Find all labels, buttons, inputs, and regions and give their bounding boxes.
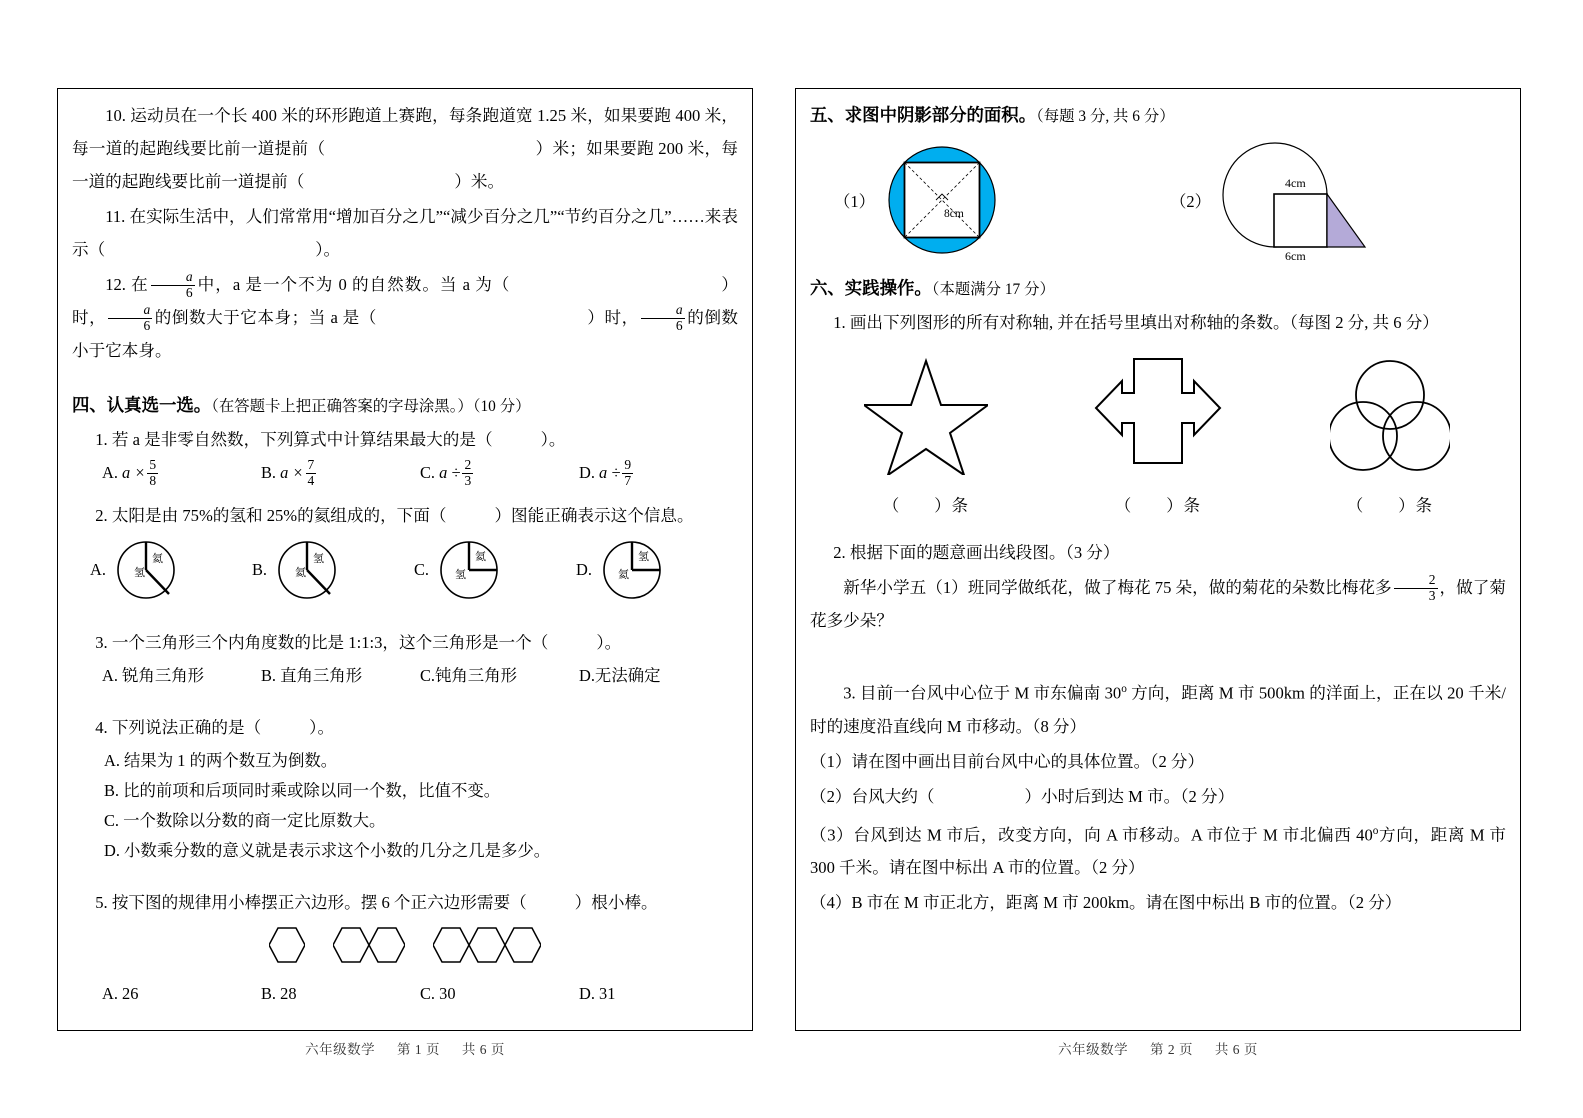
symmetry-caption-3: （ ）条 (1346, 496, 1434, 515)
task-2-body-b: ，做了菊花多少朵？ (810, 578, 1507, 630)
svg-text:氦: 氦 (475, 550, 487, 563)
task-2-body (810, 571, 1506, 637)
section-4-note: （在答题卡上把正确答案的字母涂黑。）（10 分） (211, 398, 531, 415)
hexagon-icon (469, 925, 505, 965)
mc1-stem-a: 1. 若 a 是非零自然数，下列算式中计算结果最大的是（ (95, 430, 493, 449)
mc4-stem-b: ）。 (309, 717, 335, 737)
figure-1-label: （1） (834, 191, 875, 211)
mc5-option-d[interactable]: D. 31 (579, 983, 616, 1003)
task-3-item-1: （1）请在图中画出目前台风中心的具体位置。（2 分） (810, 751, 1205, 771)
hexagon-icon (505, 925, 541, 965)
question-11 (72, 200, 738, 266)
figure-2-dimension-bottom: 6cm (1284, 249, 1306, 262)
shaded-figure-1 (810, 139, 1170, 261)
section-6-note: （本题满分 17 分） (931, 281, 1055, 298)
pie-chart-icon (275, 538, 339, 602)
symmetry-figures (810, 353, 1506, 516)
section-4-title: 四、认真选一选。 (72, 395, 212, 415)
pie-chart-icon (600, 538, 664, 602)
arrow-cross-icon (1094, 353, 1222, 475)
page-left (57, 88, 753, 1031)
footer-subject: 六年级数学 (1058, 1042, 1129, 1057)
mc5-stem-a: 5. 按下图的规律用小棒摆正六边形。摆 6 个正六边形需要（ (95, 892, 527, 912)
mc1-option-d[interactable]: D. a ÷ $\frac{9}{7}$ (579, 457, 632, 489)
mc1-stem-b: ）。 (540, 430, 566, 449)
footer-left (57, 1038, 753, 1058)
task-3-item-2-a: （2）台风大约（ (810, 786, 935, 806)
mc3-options (72, 661, 738, 691)
star-icon (864, 355, 988, 475)
hexagon-pattern (72, 925, 738, 965)
svg-text:氦: 氦 (617, 568, 629, 581)
pie-chart-icon (114, 538, 178, 602)
hexagon-group-2 (333, 925, 405, 965)
page-right (795, 88, 1521, 1031)
mc5-stem-b: ）根小棒。 (574, 892, 658, 912)
mc5-option-c[interactable]: C. 30 (420, 983, 456, 1003)
question-10-text-c: ）米。 (454, 172, 505, 191)
symmetry-caption-1: （ ）条 (882, 496, 970, 515)
question-10 (72, 99, 738, 198)
hexagon-icon (369, 925, 405, 965)
question-12-text-e: ）时， (586, 308, 639, 327)
degree-superscript: o (1372, 824, 1379, 837)
mc4-stem-a: 4. 下列说法正确的是（ (95, 717, 262, 737)
svg-text:氢: 氢 (455, 568, 467, 581)
mc2-option-a[interactable]: A. 氢 氦 (90, 538, 252, 602)
mc2-option-d[interactable]: D. 氦 氢 (576, 538, 738, 602)
circle-square-triangle-figure (1217, 137, 1372, 262)
mc5-option-b[interactable]: B. 28 (261, 983, 297, 1003)
mc5-options (72, 979, 738, 1009)
question-12-text-a: 12. 在 (105, 275, 149, 294)
mc3-option-d[interactable]: D.无法确定 (579, 665, 661, 685)
task-3-item-2 (810, 780, 1506, 813)
section-5-heading (810, 99, 1506, 133)
shaded-figure-2 (1170, 137, 1506, 262)
hexagon-group-3 (433, 925, 541, 965)
figure-2-dimension-top: 4cm (1284, 176, 1306, 190)
mc4-option-d[interactable]: D. 小数乘分数的意义就是表示求这个小数的几分之几是多少。 (104, 840, 551, 860)
circle-with-inscribed-square-figure (881, 139, 1003, 261)
hexagon-icon (333, 925, 369, 965)
task-3-item-3-b: 方向，距离 M 市 300 千米。请在图中标出 A 市的位置。（2 分） (810, 825, 1506, 878)
footer-total-pages: 共 6 页 (461, 1042, 505, 1057)
task-3-item-3 (810, 815, 1506, 885)
task-3-item-2-b: ）小时后到达 M 市。（2 分） (1024, 786, 1235, 806)
mc3-option-a[interactable]: A. 锐角三角形 (102, 665, 204, 685)
pie-chart-icon (437, 538, 501, 602)
question-11-text-a: 11. 在实际生活中，人们常常用“增加百分之几”“减少百分之几”“节约百分之几”……来表示（ (72, 207, 738, 259)
footer-page-number: 第 2 页 (1150, 1042, 1193, 1057)
mc4-option-b[interactable]: B. 比的前项和后项同时乘或除以同一个数，比值不变。 (104, 780, 501, 800)
fraction: $\frac{9}{7}$ (624, 457, 632, 489)
svg-text:氦: 氦 (295, 566, 307, 579)
fraction: $\frac{7}{4}$ (307, 457, 315, 489)
figure-2-label: （2） (1170, 191, 1211, 211)
fraction-a-over-6: $\frac{a}{6}$ (641, 303, 685, 333)
mc2-options (72, 538, 738, 602)
svg-text:氦: 氦 (151, 552, 163, 565)
footer-total-pages: 共 6 页 (1214, 1042, 1258, 1057)
mc-question-3 (72, 626, 738, 659)
fraction: $\frac{2}{3}$ (464, 457, 472, 489)
task-3-stem (810, 673, 1506, 743)
mc-question-4 (72, 711, 738, 744)
mc1-option-a[interactable]: A. a × $\frac{5}{8}$ (102, 457, 157, 489)
mc-question-5 (72, 886, 738, 919)
task-3-item-3-a: （3）台风到达 M 市后，改变方向，向 A 市移动。A 市位于 M 市北偏西 40 (810, 825, 1373, 845)
task-3-stem-b: 方向，距离 M 市 500km 的洋面上，正在以 20 千米/时的速度沿直线向 M 市移动。（8 分） (810, 683, 1507, 736)
mc1-option-b[interactable]: B. a × $\frac{7}{4}$ (261, 457, 315, 489)
question-12-text-f: 的倒数小于它本身。 (72, 308, 739, 360)
task-3-item-4: （4）B 市在 M 市正北方，距离 M 市 200km。请在图中标出 B 市的位置。（2 分） (810, 893, 1402, 913)
question-10-text-a: 10. 运动员在一个长 400 米的环形跑道上赛跑，每条跑道宽 1.25 米，如果要跑 400 米，每一道的起跑线要比前一道提前（ (72, 106, 738, 158)
question-12-text-c: ）时， (72, 275, 739, 327)
mc4-option-c[interactable]: C. 一个数除以分数的商一定比原数大。 (104, 810, 386, 830)
mc1-options (72, 458, 738, 489)
task-2-body-a: 新华小学五（1）班同学做纸花，做了梅花 75 朵，做的菊花的朵数比梅花多 (843, 578, 1392, 597)
mc2-option-b[interactable]: B. 氦 氢 (252, 538, 414, 602)
mc3-option-c[interactable]: C.钝角三角形 (420, 665, 517, 685)
section-5-note: （每题 3 分, 共 6 分） (1036, 108, 1175, 125)
section-4-heading (72, 389, 738, 423)
section-6-heading (810, 272, 1506, 306)
mc2-stem-b: ）图能正确表示这个信息。 (494, 505, 694, 525)
hexagon-icon (269, 925, 305, 965)
task-3-stem-a: 3. 目前一台风中心位于 M 市东偏南 30 (843, 683, 1122, 703)
fraction-2-over-3: $\frac{2}{3}$ (1394, 573, 1438, 603)
symmetry-caption-2: （ ）条 (1114, 496, 1202, 515)
symmetry-figure-star (811, 355, 1041, 516)
three-circles-icon (1330, 353, 1450, 475)
question-11-text-b: ）。 (315, 240, 341, 259)
fraction-a-over-6: $\frac{a}{6}$ (108, 303, 152, 333)
mc2-stem-a: 2. 太阳是由 75%的氢和 25%的氦组成的，下面（ (95, 505, 447, 525)
section-5-title: 五、求图中阴影部分的面积。 (810, 105, 1037, 125)
footer-right (795, 1038, 1521, 1058)
question-12-text-b: 中，a 是一个不为 0 的自然数。当 a 为（ (196, 275, 511, 294)
figure-1-dimension: 8cm (943, 207, 964, 220)
symmetry-figure-three-circles (1275, 353, 1505, 516)
question-12 (72, 268, 738, 367)
section-6-title: 六、实践操作。 (810, 278, 932, 298)
shaded-area-figures (810, 137, 1506, 262)
svg-text:氢: 氢 (313, 552, 325, 565)
fraction-a-over-6: $\frac{a}{6}$ (151, 270, 195, 300)
fraction: $\frac{5}{8}$ (149, 457, 157, 489)
footer-subject: 六年级数学 (305, 1042, 376, 1057)
mc1-option-c[interactable]: C. a ÷ $\frac{2}{3}$ (420, 457, 472, 489)
question-10-text-b: ）米；如果要跑 200 米，每一道的起跑线要比前一道提前（ (72, 139, 739, 191)
mc5-option-a[interactable]: A. 26 (102, 983, 139, 1003)
task-2-title: 2. 根据下面的题意画出线段图。（3 分） (833, 543, 1120, 562)
hexagon-icon (433, 925, 469, 965)
task-1-text: 1. 画出下列图形的所有对称轴, 并在括号里填出对称轴的条数。（每图 2 分, 共 6 分） (833, 313, 1439, 332)
mc-question-2 (72, 499, 738, 532)
mc2-option-c[interactable]: C. 氢 氦 (414, 538, 576, 602)
svg-text:氢: 氢 (637, 550, 649, 563)
mc-question-1 (72, 423, 738, 456)
degree-superscript: o (1121, 683, 1127, 695)
mc3-stem-b: ）。 (596, 632, 622, 652)
mc3-stem-a: 3. 一个三角形三个内角度数的比是 1:1:3，这个三角形是一个（ (95, 632, 549, 652)
symmetry-figure-arrow-cross (1043, 353, 1273, 516)
mc3-option-b[interactable]: B. 直角三角形 (261, 665, 363, 685)
question-12-text-d: 的倒数大于它本身；当 a 是（ (154, 308, 377, 327)
footer-page-number: 第 1 页 (397, 1042, 440, 1057)
hexagon-group-1 (269, 925, 305, 965)
svg-text:氢: 氢 (133, 566, 145, 579)
mc4-option-a[interactable]: A. 结果为 1 的两个数互为倒数。 (104, 750, 338, 770)
